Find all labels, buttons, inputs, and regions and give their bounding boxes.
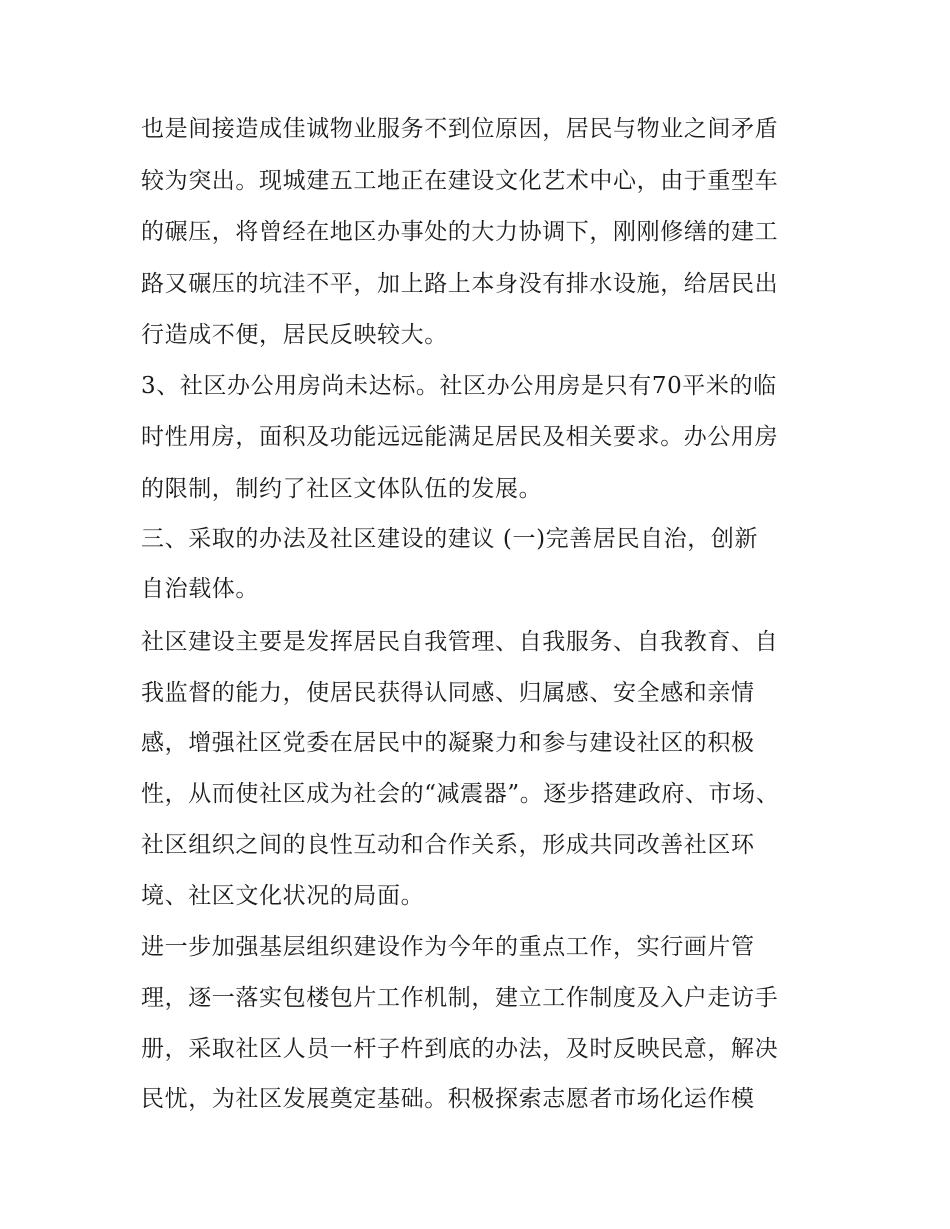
text-line: 行造成不便，居民反映较大。 [141,322,448,348]
text-line: 自治载体。 [141,576,259,602]
text-line: 三、采取的办法及社区建设的建议 (一)完善居民自治，创新 [141,526,759,552]
text-line: 境、社区文化状况的局面。 [141,883,425,909]
text-line: 册，采取社区人员一杆子杵到底的办法，及时反映民意，解决 [141,1036,779,1062]
text-line: 路又碾压的坑洼不平，加上路上本身没有排水设施，给居民出 [141,271,779,297]
text-line: 民忧，为社区发展奠定基础。积极探索志愿者市场化运作模 [141,1086,755,1112]
text-line: 也是间接造成佳诚物业服务不到位原因，居民与物业之间矛盾 [141,116,779,142]
text-line: 社区建设主要是发挥居民自我管理、自我服务、自我教育、自 [141,629,779,655]
text-line: 时性用房，面积及功能远远能满足居民及相关要求。办公用房 [141,424,779,450]
text-line: 的限制，制约了社区文体队伍的发展。 [141,476,543,502]
text-line: 较为突出。现城建五工地正在建设文化艺术中心，由于重型车 [141,168,779,194]
text-line: 理，逐一落实包楼包片工作机制，建立工作制度及入户走访手 [141,985,779,1011]
text-line: 我监督的能力，使居民获得认同感、归属感、安全感和亲情 [141,680,755,706]
text-line: 感，增强社区党委在居民中的凝聚力和参与建设社区的积极 [141,730,755,756]
text-line: 3、社区办公用房尚未达标。社区办公用房是只有70平米的临 [141,373,777,399]
text-line: 性，从而使社区成为社会的“减震器”。逐步搭建政府、市场、 [141,781,780,807]
text-line: 进一步加强基层组织建设作为今年的重点工作，实行画片管 [141,934,755,960]
text-line: 社区组织之间的良性互动和合作关系，形成共同改善社区环 [141,832,755,858]
text-line: 的碾压，将曾经在地区办事处的大力协调下，刚刚修缮的建工 [141,219,779,245]
